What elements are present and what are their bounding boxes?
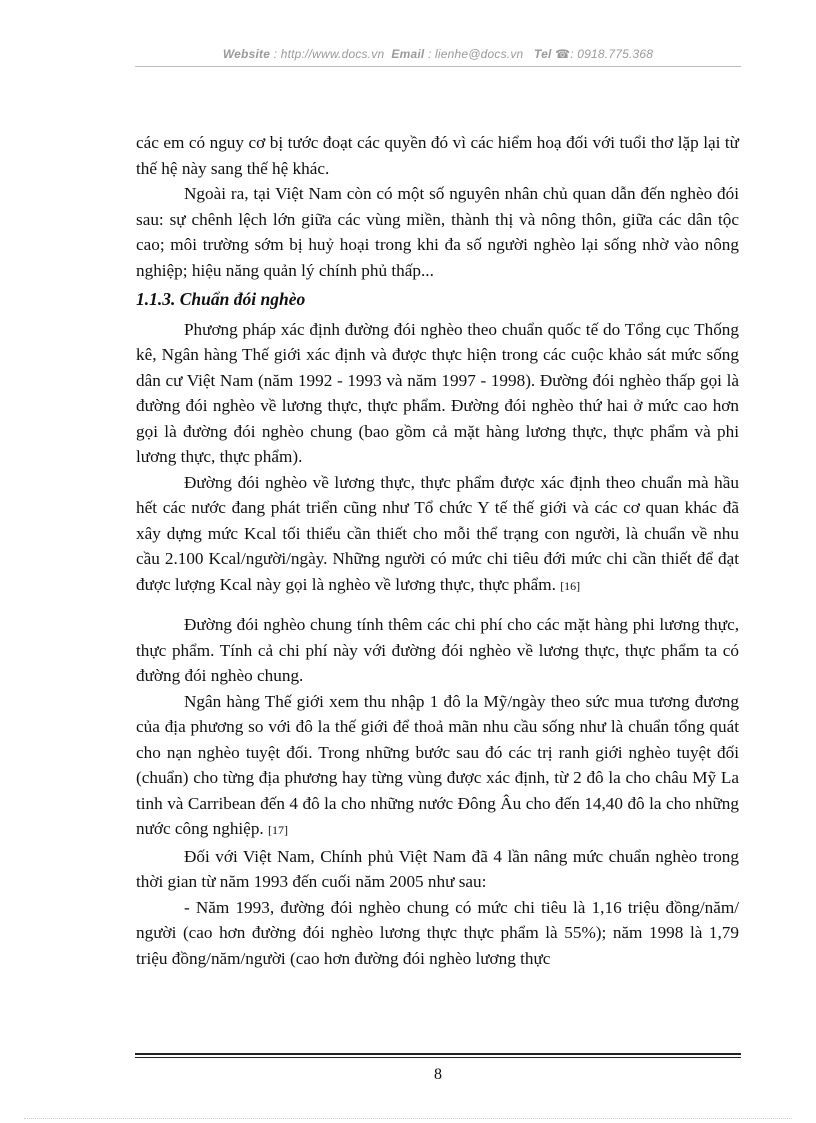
footer-divider-thick bbox=[135, 1053, 741, 1055]
page-bottom-border bbox=[24, 1118, 792, 1119]
paragraph-food-poverty-line bbox=[136, 470, 739, 600]
paragraph-continuation: các em có nguy cơ bị tước đoạt các quyền đó vì các hiểm hoạ đối với tuổi thơ lặp lại từ thế hệ này sang thế hệ khác. bbox=[136, 133, 739, 178]
header-tel-label: Tel bbox=[534, 47, 552, 61]
header-tel-value: ☎: 0918.775.368 bbox=[555, 47, 654, 61]
header-divider bbox=[135, 66, 741, 67]
citation-17: [17] bbox=[268, 823, 289, 837]
paragraph-world-bank-text: Ngân hàng Thế giới xem thu nhập 1 đô la Mỹ/ngày theo sức mua tương đương của địa phương so với đô la thế giới để thoả mãn nhu cầu sống như là chuẩn tổng quát cho nạn nghèo tuyệt đối. Trong những bước sau đó các trị ranh giới nghèo tuyệt đối (chuẩn) cho từng địa phương hay từng vùng được xác định, từ 2 đô la cho châu Mỹ La tinh và Carribean đến 4 đô la cho những nước Đông Âu cho đến 14,40 đô la cho những nước công nghiệp. bbox=[136, 691, 739, 838]
header-website-value: : http://www.docs.vn bbox=[273, 47, 385, 61]
citation-16: [16] bbox=[560, 578, 581, 593]
footer-divider-thin bbox=[135, 1057, 741, 1058]
paragraph-poverty-line-method: Phương pháp xác định đường đói nghèo theo chuẩn quốc tế do Tổng cục Thống kê, Ngân hàng Thế giới xác định và được thực hiện trong các cuộc khảo sát mức sống dân cư Việt Nam (năm 1992 - 1993 và năm 1997 - 1998). Đường đói nghèo thấp gọi là đường đói nghèo về lương thực, thực phẩm. Đường đói nghèo thứ hai ở mức cao hơn gọi là đường đói nghèo chung (bao gồm cả mặt hàng lương thực, thực phẩm và phi lương thực, thực phẩm). bbox=[136, 319, 739, 466]
paragraph-world-bank bbox=[136, 689, 739, 844]
paragraph-general-poverty-line: Đường đói nghèo chung tính thêm các chi phí cho các mặt hàng phi lương thực, thực phẩm. Tính cả chi phí này với đường đói nghèo về lương thực, thực phẩm ta có đường đói nghèo chung. bbox=[136, 615, 739, 685]
header-website-label: Website bbox=[222, 47, 271, 61]
header-email-value: : lienhe@docs.vn bbox=[427, 47, 524, 61]
paragraph-food-poverty-line-text: Đường đói nghèo về lương thực, thực phẩm được xác định theo chuẩn mà hầu hết các nước đang phát triển cũng như Tổ chức Y tế thế giới và các cơ quan khác đã xây dựng mức Kcal tối thiểu cần thiết cho mỗi thể trạng con người, là chuẩn về nhu cầu 2.100 Kcal/người/ngày. Những người có mức chi tiêu đới mức chi cần thiết để đạt được lượng Kcal này gọi là nghèo về lương thực, thực phẩm. bbox=[136, 472, 739, 594]
paragraph-subjective-causes: Ngoài ra, tại Việt Nam còn có một số nguyên nhân chủ quan dẫn đến nghèo đói sau: sự chênh lệch lớn giữa các vùng miền, thành thị và nông thôn, giữa các dân tộc cao; môi trường sớm bị huỷ hoại trong khi đa số người nghèo lại sống nhờ vào nông nghiệp; hiệu năng quản lý chính phủ thấp... bbox=[136, 184, 739, 280]
page-number: 8 bbox=[434, 1066, 442, 1083]
page-header bbox=[135, 47, 741, 61]
header-email-label: Email bbox=[391, 47, 425, 61]
section-heading: 1.1.3. Chuẩn đói nghèo bbox=[136, 289, 306, 309]
paragraph-year-1993: - Năm 1993, đường đói nghèo chung có mức chi tiêu là 1,16 triệu đồng/năm/ người (cao hơn đường đói nghèo lương thực thực phẩm là 55%); năm 1998 là 1,79 triệu đồng/năm/người (cao hơn đường đói nghèo lương thực bbox=[136, 897, 739, 968]
document-body bbox=[136, 130, 739, 971]
paragraph-vietnam-standard: Đối với Việt Nam, Chính phủ Việt Nam đã 4 lần nâng mức chuẩn nghèo trong thời gian từ năm 1993 đến cuối năm 2005 như sau: bbox=[136, 846, 739, 891]
